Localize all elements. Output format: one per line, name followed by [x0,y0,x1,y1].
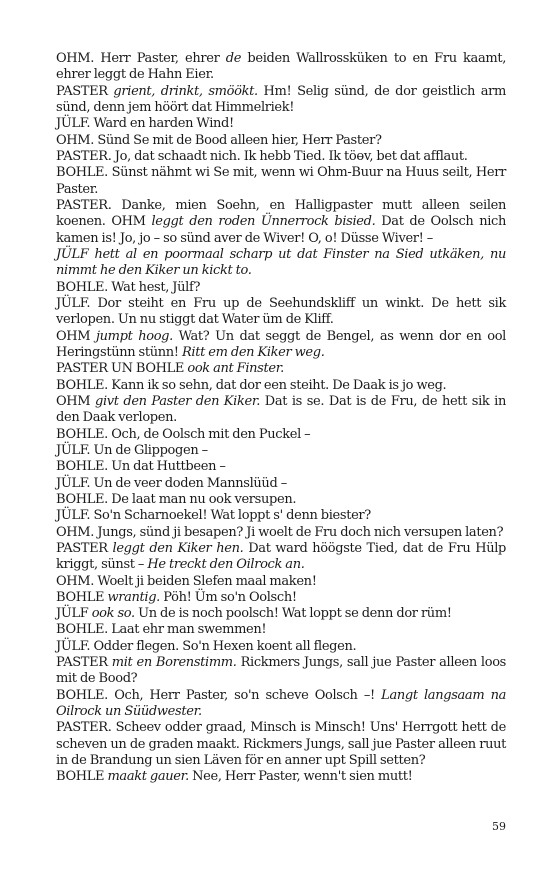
dialogue-text-run: Dat de Oolsch nich kamen is! Jo, jo – so sünd aver de Wiver! O, o! Düsse Wiver! – [56,214,507,246]
dialogue-paragraph [56,720,506,769]
dialogue-paragraph [56,459,506,475]
dialogue-text-run: JÜLF. Un de Glippogen – [56,442,208,458]
stage-direction: givt den Paster den Kiker. [94,393,261,409]
dialogue-paragraph [56,133,506,149]
dialogue-text-run: OHM [56,393,95,409]
dialogue-paragraph [56,443,506,459]
stage-direction: jumpt hoog. [95,328,173,344]
stage-direction: ook so. [91,606,135,622]
dialogue-paragraph [56,574,506,590]
dialogue-paragraph [56,394,506,427]
dialogue-text-run: BOHLE. Laat ehr man swemmen! [56,622,267,638]
dialogue-paragraph [56,476,506,492]
dialogue-paragraph [56,329,506,362]
dialogue-text-run: BOHLE. De laat man nu ook versupen. [56,491,297,507]
dialogue-paragraph [56,492,506,508]
dialogue-text-run: BOHLE. Sünst nähmt wi Se mit, wenn wi Ohm-Buur na Huus seilt, Herr Paster. [56,165,506,197]
dialogue-paragraph [56,149,506,165]
dialogue-text-run: JÜLF [56,606,92,622]
dialogue-paragraph [56,769,506,785]
dialogue-text-run: PASTER [56,540,113,556]
dialogue-paragraph [56,655,506,688]
stage-direction: Ritt em den Kiker weg. [181,344,325,360]
stage-direction: leggt den roden Ünnerrock bisied. [151,214,376,230]
dialogue-text-run: PASTER UN BOHLE [56,361,188,377]
stage-direction: wrantig. [107,589,160,605]
dialogue-text-run: Un de is noch poolsch! Wat loppt se denn dor rüm! [134,606,452,622]
dialogue-paragraph [56,280,506,296]
dialogue-paragraph [56,606,506,622]
stage-direction: mit en Borenstimm. [111,655,237,671]
dialogue-paragraph [56,541,506,574]
dialogue-text-run: PASTER. Jo, dat schaadt nich. Ik hebb Tied. Ik töөv, bet dat afflaut. [56,148,468,164]
dialogue-text-run: OHM [56,328,96,344]
stage-direction: de [225,51,242,66]
dialogue-paragraph [56,247,506,280]
dialogue-text-run: Wat? Un dat seggt de Bengel, as wenn dor en ool Heringstünn stünn! [56,328,506,360]
dialogue-text-run: OHM. Sünd Se mit de Bood alleen hier, Herr Paster? [56,132,382,148]
dialogue-text-run: Hm! Selig sünd, de dor geistlich arm sünd, denn jem höört dat Himmelriek! [56,83,506,115]
dialogue-text-run: PASTER. Danke, mien Soehn, en Halligpaster mutt alleen seilen koenen. OHM [56,197,506,230]
dialogue-paragraph [56,508,506,524]
dialogue-paragraph [56,688,506,721]
dialogue-paragraph [56,378,506,394]
dialogue-text-run: JÜLF. Un de veer doden Mannslüüd – [56,475,287,491]
dialogue-text-run: JÜLF. So'n Scharnoekel! Wat loppt s' denn biester? [56,508,371,524]
dialogue-text-run: BOHLE [56,769,108,785]
dialogue-paragraph [56,296,506,329]
stage-direction: JÜLF hett al en poormaal scharp ut dat Finster na Sied utkäken, nu nimmt he den Kiker un kickt to. [56,246,506,279]
dialogue-text [56,51,506,786]
dialogue-paragraph [56,639,506,655]
dialogue-text-run: OHM. Jungs, sünd ji besapen? Ji woelt de Fru doch nich versupen laten? [56,524,504,540]
dialogue-text-run: Dat is se. Dat is de Fru, de hett sik in den Daak verlopen. [56,393,506,426]
dialogue-paragraph [56,198,506,247]
stage-direction: Langt langsaam na Oilrock un Süüdwester. [56,687,506,720]
dialogue-paragraph [56,525,506,541]
dialogue-text-run: PASTER [56,655,112,671]
dialogue-paragraph [56,361,506,377]
stage-direction: He treckt den Oilrock an. [147,557,305,573]
dialogue-text-run: PASTER. Scheev odder graad, Minsch is Minsch! Uns' Herrgott hett de scheven un de graden maakt. Rickmers Jungs, sall jue Paster alleen ruut in de Brandung un sien Läven för en anner upt Spill setten? [56,720,506,769]
dialogue-text-run: BOHLE. Wat hest, Jülf? [56,279,201,295]
dialogue-paragraph [56,165,506,198]
dialogue-text-run: JÜLF. Ward en harden Wind! [56,116,234,132]
dialogue-paragraph [56,51,506,84]
dialogue-text-run: PASTER [56,83,114,99]
dialogue-text-run: BOHLE [56,589,108,605]
dialogue-text-run: BOHLE. Och, de Oolsch mit den Puckel – [56,426,311,442]
stage-direction: ook ant Finster. [187,361,284,377]
dialogue-text-run: OHM. Woelt ji beiden Slefen maal maken! [56,573,317,589]
stage-direction: maakt gauer. [107,769,189,785]
dialogue-text-run: JÜLF. Odder flegen. So'n Hexen koent all flegen. [56,638,357,654]
dialogue-paragraph [56,590,506,606]
stage-direction: leggt den Kiker hen. [112,540,244,556]
dialogue-text-run: BOHLE. Och, Herr Paster, so'n scheve Oolsch –! [56,687,382,703]
dialogue-text-run: JÜLF. Dor steiht en Fru up de Seehundskliff un winkt. De hett sik verlopen. Un nu stiggt dat Water üm de Kliff. [56,295,506,328]
dialogue-text-run: Rickmers Jungs, sall jue Paster alleen loos mit de Bood? [56,655,506,687]
page-number: 59 [492,820,506,833]
dialogue-text-run: BOHLE. Kann ik so sehn, dat dor een steiht. De Daak is jo weg. [56,377,447,393]
dialogue-text-run: Nee, Herr Paster, wenn't sien mutt! [188,769,413,785]
stage-direction: grient, drinkt, smöökt. [113,83,258,99]
dialogue-text-run: beiden Wallrossküken to en Fru kaamt, ehrer leggt de Hahn Eier. [56,51,506,83]
dialogue-text-run: Pöh! Üm so'n Oolsch! [159,589,297,605]
dialogue-text-run: BOHLE. Un dat Huttbeen – [56,459,226,475]
dialogue-text-run: OHM. Herr Paster, ehrer [56,51,226,66]
dialogue-paragraph [56,116,506,132]
dialogue-paragraph [56,427,506,443]
dialogue-text-run: Dat ward höögste Tied, dat de Fru Hülp kriggt, sünst – [56,540,507,573]
dialogue-paragraph [56,622,506,638]
dialogue-paragraph [56,84,506,117]
